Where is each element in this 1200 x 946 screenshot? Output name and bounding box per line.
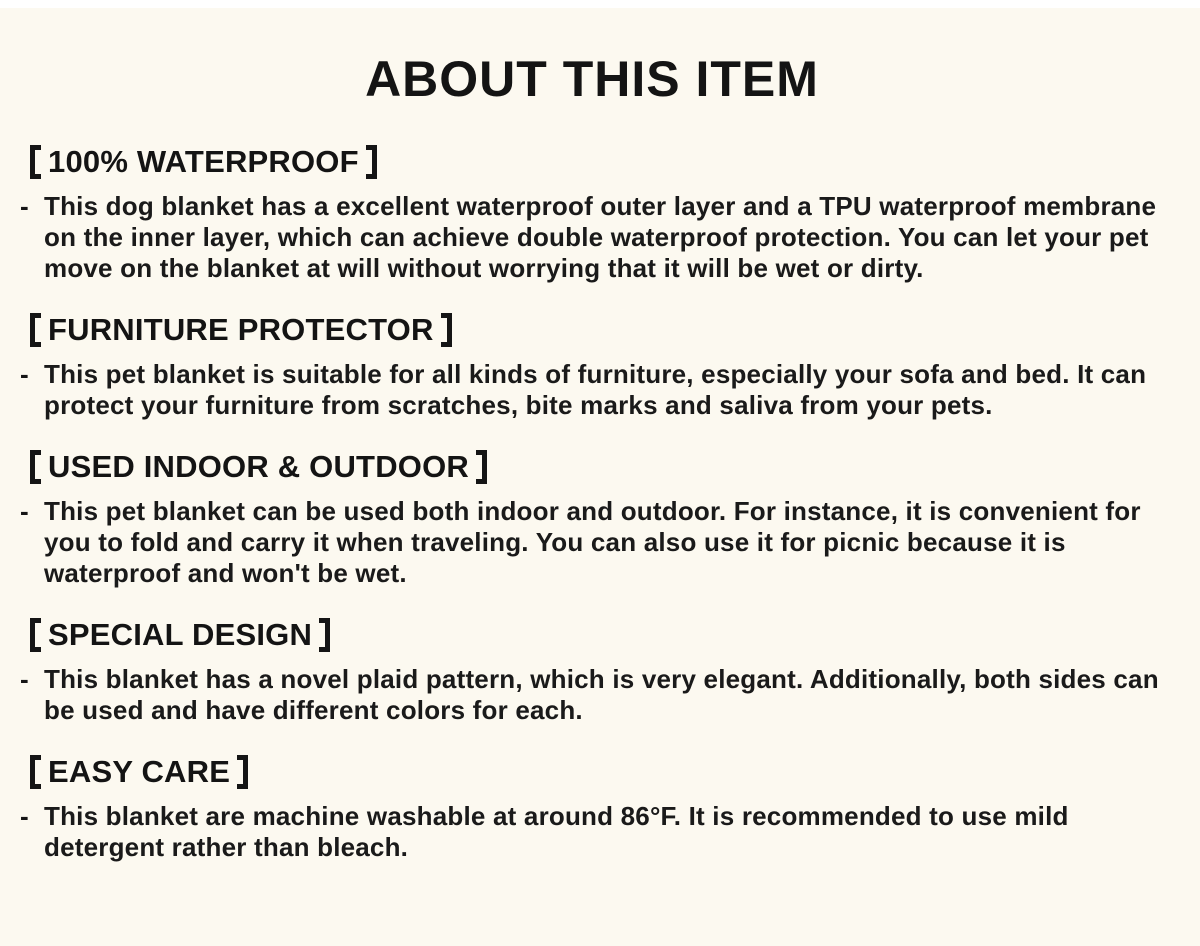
section-furniture-protector <box>20 312 1164 421</box>
section-indoor-outdoor <box>20 449 1164 589</box>
section-paragraph <box>20 359 1164 421</box>
lenticular-bracket-right-icon <box>366 145 377 179</box>
section-heading <box>30 144 1164 180</box>
bullet-dash: - <box>20 359 29 389</box>
bullet-dash: - <box>20 191 29 221</box>
lenticular-bracket-right-icon <box>237 755 248 789</box>
section-body-text: This dog blanket has a excellent waterproof outer layer and a TPU waterproof membrane on the inner layer, which can achieve double waterproof protection. You can let your pet move on the blanket at will without worrying that it will be wet or dirty. <box>44 191 1157 283</box>
section-heading-label: USED INDOOR & OUTDOOR <box>48 449 469 484</box>
section-heading <box>30 617 1164 653</box>
lenticular-bracket-right-icon <box>441 313 452 347</box>
section-paragraph <box>20 191 1164 284</box>
section-waterproof <box>20 144 1164 284</box>
bullet-dash: - <box>20 496 29 526</box>
section-paragraph <box>20 664 1164 726</box>
lenticular-bracket-left-icon <box>30 450 41 484</box>
top-white-strip <box>0 0 1200 8</box>
lenticular-bracket-left-icon <box>30 755 41 789</box>
section-body-text: This blanket are machine washable at around 86°F. It is recommended to use mild detergent rather than bleach. <box>44 801 1069 862</box>
lenticular-bracket-right-icon <box>476 450 487 484</box>
section-body-text: This pet blanket can be used both indoor and outdoor. For instance, it is convenient for you to fold and carry it when traveling. You can also use it for picnic because it is waterproof and won't be wet. <box>44 496 1141 588</box>
lenticular-bracket-left-icon <box>30 145 41 179</box>
section-body-text: This pet blanket is suitable for all kinds of furniture, especially your sofa and bed. It can protect your furniture from scratches, bite marks and saliva from your pets. <box>44 359 1147 420</box>
bullet-dash: - <box>20 801 29 831</box>
bullet-dash: - <box>20 664 29 694</box>
section-special-design <box>20 617 1164 726</box>
lenticular-bracket-left-icon <box>30 618 41 652</box>
section-heading <box>30 754 1164 790</box>
section-paragraph <box>20 496 1164 589</box>
lenticular-bracket-left-icon <box>30 313 41 347</box>
section-heading-label: SPECIAL DESIGN <box>48 617 313 652</box>
section-heading-label: FURNITURE PROTECTOR <box>48 312 434 347</box>
section-paragraph <box>20 801 1164 863</box>
section-easy-care <box>20 754 1164 863</box>
section-heading-label: 100% WATERPROOF <box>48 144 359 179</box>
lenticular-bracket-right-icon <box>319 618 330 652</box>
section-body-text: This blanket has a novel plaid pattern, which is very elegant. Additionally, both sides can be used and have different colors for each. <box>44 664 1159 725</box>
section-heading <box>30 449 1164 485</box>
section-heading-label: EASY CARE <box>48 754 231 789</box>
section-heading <box>30 312 1164 348</box>
page-title: ABOUT THIS ITEM <box>365 51 819 107</box>
